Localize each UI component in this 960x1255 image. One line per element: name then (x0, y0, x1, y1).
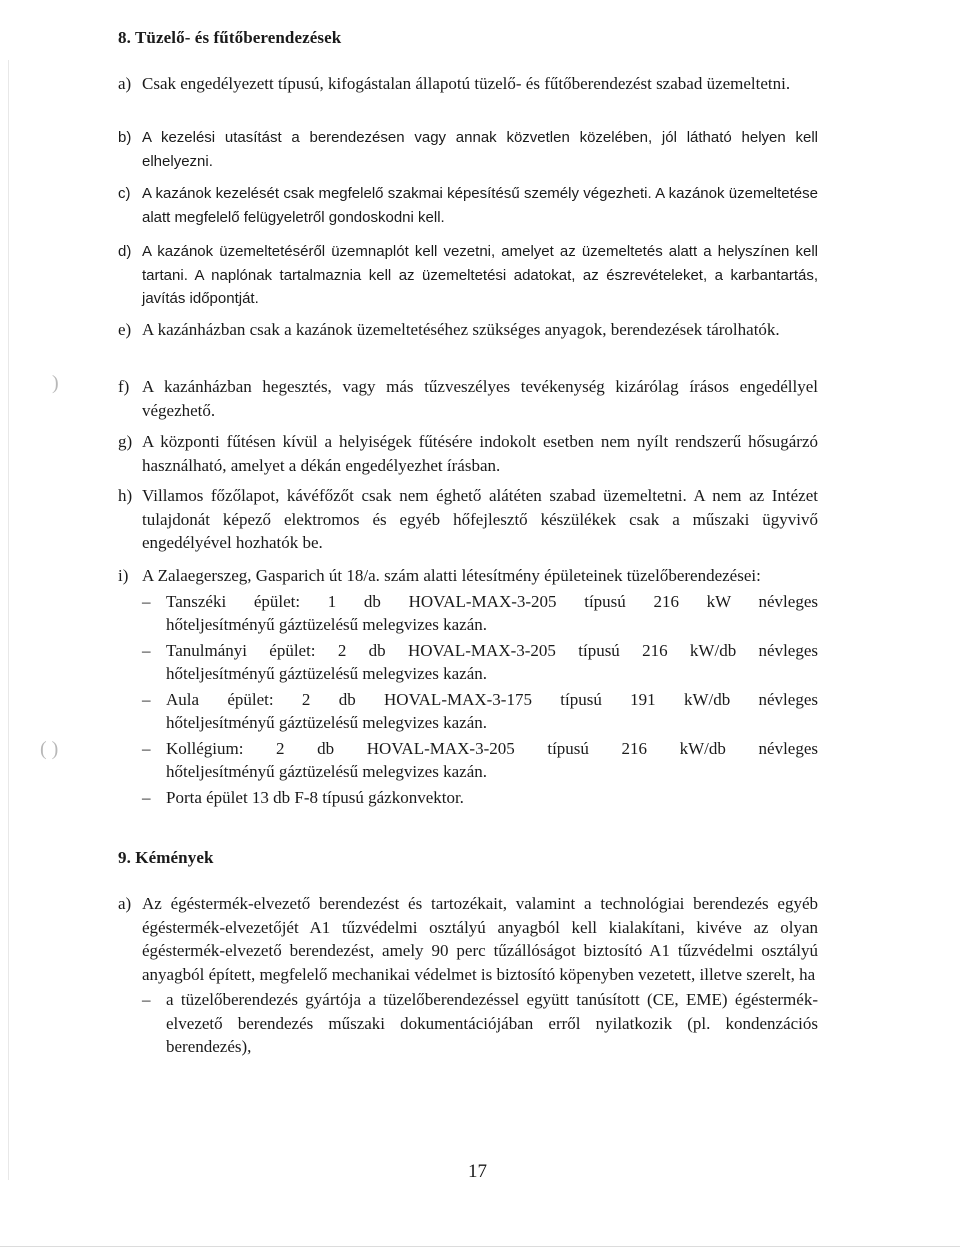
page-number: 17 (468, 1161, 487, 1182)
list-marker: i) (118, 566, 129, 585)
equipment-spec (166, 737, 818, 761)
list-marker: b) (118, 129, 132, 146)
equipment-item (142, 639, 818, 686)
scan-speck: ) (52, 372, 59, 394)
scan-bottom-edge (0, 1246, 960, 1247)
dash-marker: – (142, 990, 151, 1009)
list-item-8d (118, 240, 818, 311)
equipment-spec-text: Aula épület: 2 db HOVAL-MAX-3-175 típusú 191 kW/db névleges (166, 689, 818, 709)
list-marker: e) (118, 320, 132, 339)
list-item-9a (118, 892, 818, 1059)
equipment-spec (166, 590, 818, 614)
list-item-text: A kazánházban hegesztés, vagy más tűzveszélyes tevékenység kizárólag írásos engedéllyel végezhető. (142, 377, 818, 420)
equipment-item (142, 688, 818, 735)
list-item-text: A kazánházban csak a kazánok üzemeltetéséhez szükséges anyagok, berendezések tárolhatók. (142, 320, 780, 339)
list-item-8g (118, 430, 818, 477)
scan-margin-line (8, 60, 9, 1180)
list-item-text: A kazánok üzemeltetéséről üzemnaplót kell vezetni, amelyet az üzemeltetés alatt a helyszínen kell tartani. A naplónak tartalmaznia kell az üzemeltetési adatokat, az észrevételeket, a karbantartás, javítás időpontját. (142, 243, 818, 307)
equipment-desc: hőteljesítményű gáztüzelésű melegvizes kazán. (166, 664, 487, 683)
equipment-desc: hőteljesítményű gáztüzelésű melegvizes kazán. (166, 762, 487, 781)
list-marker: a) (118, 74, 132, 93)
equipment-desc: hőteljesítményű gáztüzelésű melegvizes kazán. (166, 713, 487, 732)
equipment-spec (166, 688, 818, 712)
dash-marker: – (142, 738, 151, 758)
list-item-8h (118, 484, 818, 555)
list-item-8f (118, 375, 818, 422)
scan-speck: ( ) (40, 738, 59, 760)
list-item-text: Csak engedélyezett típusú, kifogástalan állapotú tüzelő- és fűtőberendezést szabad üzemeltetni. (142, 74, 791, 93)
equipment-desc: hőteljesítményű gáztüzelésű melegvizes kazán. (166, 615, 487, 634)
equipment-spec (166, 639, 818, 663)
dash-marker: – (142, 640, 151, 660)
list-item-8a (118, 72, 818, 96)
section-8-title: 8. Tüzelő- és fűtőberendezések (118, 28, 342, 47)
list-item-8i (118, 564, 818, 809)
list-marker: h) (118, 486, 133, 505)
list-marker: f) (118, 377, 130, 396)
equipment-spec-text: Kollégium: 2 db HOVAL-MAX-3-205 típusú 216 kW/db névleges (166, 738, 818, 758)
list-item-8e (118, 318, 818, 342)
dash-marker: – (142, 689, 151, 709)
dash-marker: – (142, 787, 151, 807)
list-marker: g) (118, 432, 133, 451)
list-item-text: A kezelési utasítást a berendezésen vagy annak közvetlen közelében, jól látható helyen kell elhelyezni. (142, 129, 818, 170)
list-item-text: Az égéstermék-elvezető berendezést és tartozékait, valamint a technológiai berendezés egyéb égéstermék-elvezetőjét A1 tűzvédelmi osztályú anyagból kell kialakítani, kivéve az olyan égéstermék-elvezető berendezést, amely 90 perc tűzállóságot biztosító A1 tűzvédelmi osztályú anyagból épített, megfelelő mechanikai védelmet is biztosító köpenyben vezetett, illetve szerelt, ha (142, 894, 818, 984)
list-item-text: A központi fűtésen kívül a helyiségek fűtésére indokolt esetben nem nyílt rendszerű hősugárzó használható, amelyet a dékán engedélyezhet írásban. (142, 432, 818, 475)
equipment-spec-text: Tanulmányi épület: 2 db HOVAL-MAX-3-205 típusú 216 kW/db névleges (166, 640, 818, 660)
section-9-title: 9. Kémények (118, 848, 214, 867)
list-item-text: A kazánok kezelését csak megfelelő szakmai képesítésű személy végezheti. A kazánok üzemeltetése alatt megfelelő felügyeletről gondoskodni kell. (142, 185, 818, 226)
equipment-spec-text: Porta épület 13 db F-8 típusú gázkonvektor. (166, 787, 464, 807)
equipment-item (142, 737, 818, 784)
list-item-text: Villamos főzőlapot, kávéfőzőt csak nem éghető alátéten szabad üzemeltetni. A nem az Intézet tulajdonát képező elektromos és egyéb hőfejlesztő készülékek csak a műszaki ügyvivő engedélyével hozhatók be. (142, 486, 818, 552)
condition-text: a tüzelőberendezés gyártója a tüzelőberendezéssel együtt tanúsított (CE, EME) égéstermék-elvezető berendezés műszaki dokumentációjában erről nyilatkozik (pl. kondenzációs berendezés), (166, 990, 818, 1056)
list-item-8c (118, 182, 818, 229)
list-item-8b (118, 126, 818, 173)
list-item-text: A Zalaegerszeg, Gasparich út 18/a. szám alatti létesítmény épületeinek tüzelőberendezései: (142, 566, 761, 585)
list-marker: a) (118, 894, 132, 913)
equipment-item (142, 786, 818, 810)
list-marker: c) (118, 185, 131, 202)
condition-item (142, 988, 818, 1059)
dash-marker: – (142, 591, 151, 611)
equipment-item (142, 590, 818, 637)
list-marker: d) (118, 243, 132, 260)
equipment-spec-text: Tanszéki épület: 1 db HOVAL-MAX-3-205 típusú 216 kW névleges (166, 591, 818, 611)
